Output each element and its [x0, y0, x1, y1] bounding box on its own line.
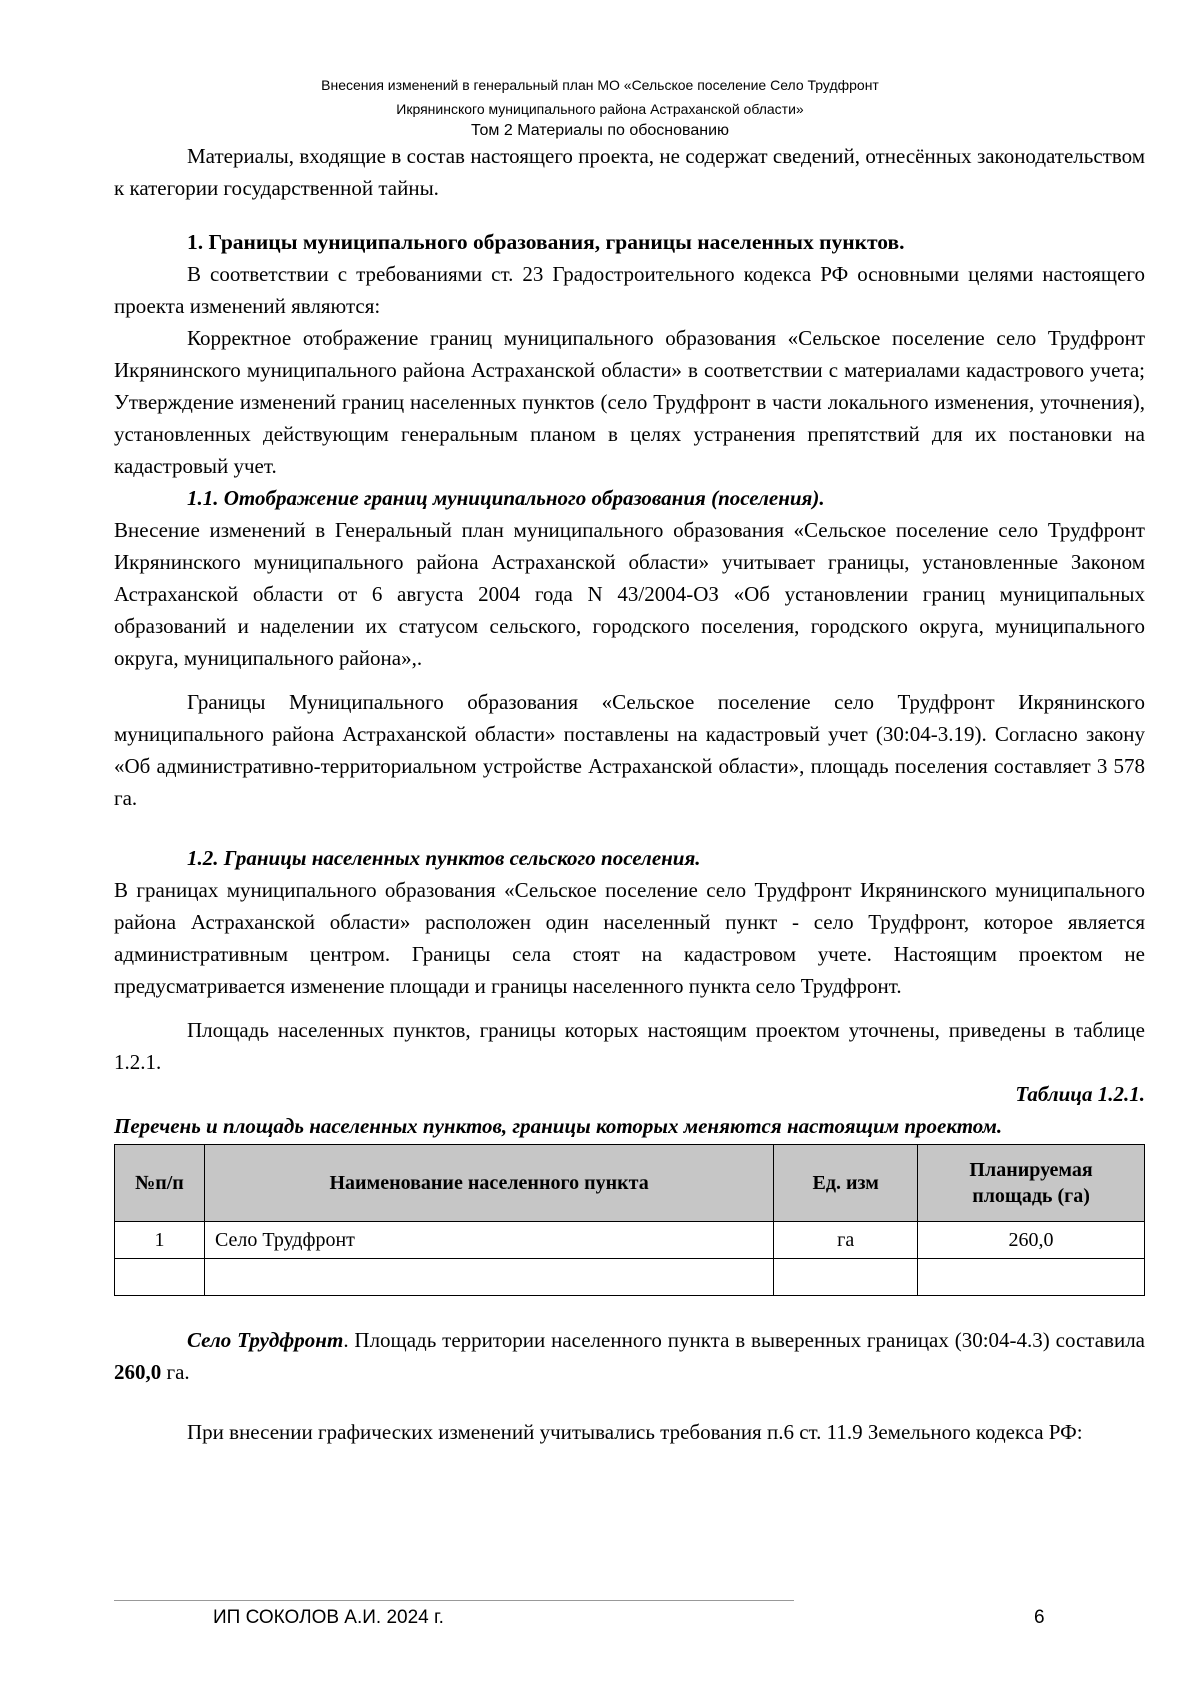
- header-cell-name: Наименование населенного пункта: [204, 1145, 773, 1222]
- section-1-2-paragraph-1: В границах муниципального образования «Сельское поселение село Трудфронт Икрянинского муниципального района Астраханской области» расположен один населенный пункт - село Трудфронт, которое является административным центром. Границы села стоят на кадастровом учете. Настоящим проектом не предусматривается изменение площади и границы населенного пункта село Трудфронт.: [114, 878, 1145, 998]
- cell-unit: [774, 1259, 918, 1296]
- settlement-name: Село Трудфронт: [187, 1328, 344, 1352]
- section-1-2-title: 1.2. Границы населенных пунктов сельского поселения.: [187, 846, 701, 870]
- section-1-paragraph-2: Корректное отображение границ муниципального образования «Сельское поселение село Трудфронт Икрянинского муниципального района Астраханской области» в соответствии с материалами кадастрового учета; Утверждение изменений границ населенных пунктов (село Трудфронт в части локального изменения, уточнения), установленных действующим генеральным планом в целях устранения препятствий для их постановки на кадастровый учет.: [114, 326, 1145, 478]
- settlement-area-paragraph: [114, 1324, 1145, 1388]
- header-line-2: Икрянинского муниципального района Астраханской области»: [396, 101, 804, 117]
- document-body: [114, 140, 1145, 1448]
- table-caption: Перечень и площадь населенных пунктов, границы которых меняются настоящим проектом.: [114, 1114, 1003, 1138]
- section-1-2-paragraph-2: Площадь населенных пунктов, границы которых настоящим проектом уточнены, приведены в таблице 1.2.1.: [114, 1018, 1145, 1074]
- cell-unit: га: [774, 1222, 918, 1259]
- settlements-table: [114, 1144, 1145, 1296]
- cell-name: Село Трудфронт: [204, 1222, 773, 1259]
- settlement-area-value: 260,0: [114, 1360, 162, 1384]
- graphic-changes-paragraph: При внесении графических изменений учитывались требования п.6 ст. 11.9 Земельного кодекса РФ:: [187, 1420, 1083, 1444]
- header-volume: Том 2 Материалы по обоснованию: [470, 122, 730, 139]
- section-1-1-title: 1.1. Отображение границ муниципального образования (поселения).: [187, 486, 825, 510]
- section-1-paragraph-1: В соответствии с требованиями ст. 23 Градостроительного кодекса РФ основными целями настоящего проекта изменений являются:: [114, 262, 1145, 318]
- footer-author: ИП СОКОЛОВ А.И. 2024 г.: [213, 1607, 444, 1628]
- header-cell-number: №п/п: [115, 1145, 205, 1222]
- cell-name: [204, 1259, 773, 1296]
- settlement-area-text: . Площадь территории населенного пункта в выверенных границах (30:04-4.3) составила: [343, 1328, 1146, 1352]
- section-1-1-paragraph-2: Границы Муниципального образования «Сельское поселение село Трудфронт Икрянинского муниципального района Астраханской области» поставлены на кадастровый учет (30:04-3.19). Согласно закону «Об административно-территориальном устройстве Астраханской области», площадь поселения составляет 3 578 га.: [114, 690, 1145, 810]
- cell-number: 1: [115, 1222, 205, 1259]
- header-cell-area: Планируемая площадь (га): [918, 1145, 1145, 1222]
- table-label: Таблица 1.2.1.: [1015, 1082, 1145, 1106]
- table-row: [115, 1222, 1145, 1259]
- page-number: 6: [1034, 1607, 1045, 1628]
- section-1-title: 1. Границы муниципального образования, границы населенных пунктов.: [187, 230, 905, 254]
- table-row: [115, 1259, 1145, 1296]
- cell-number: [115, 1259, 205, 1296]
- header-cell-unit: Ед. изм: [774, 1145, 918, 1222]
- cell-area: [918, 1259, 1145, 1296]
- header-line-1: Внесения изменений в генеральный план МО «Сельское поселение Село Трудфронт: [321, 77, 879, 93]
- cell-area: 260,0: [918, 1222, 1145, 1259]
- footer-divider: [114, 1600, 794, 1601]
- intro-paragraph: Материалы, входящие в состав настоящего проекта, не содержат сведений, отнесённых законодательством к категории государственной тайны.: [114, 144, 1145, 200]
- settlement-area-unit: га.: [161, 1360, 190, 1384]
- section-1-1-paragraph-1: Внесение изменений в Генеральный план муниципального образования «Сельское поселение село Трудфронт Икрянинского муниципального района Астраханской области» учитывает границы, установленные Законом Астраханской области от 6 августа 2004 года N 43/2004-ОЗ «Об установлении границ муниципальных образований и наделении их статусом сельского, городского поселения, городского округа, муниципального округа, муниципального района»,.: [114, 518, 1145, 670]
- table-header-row: [115, 1145, 1145, 1222]
